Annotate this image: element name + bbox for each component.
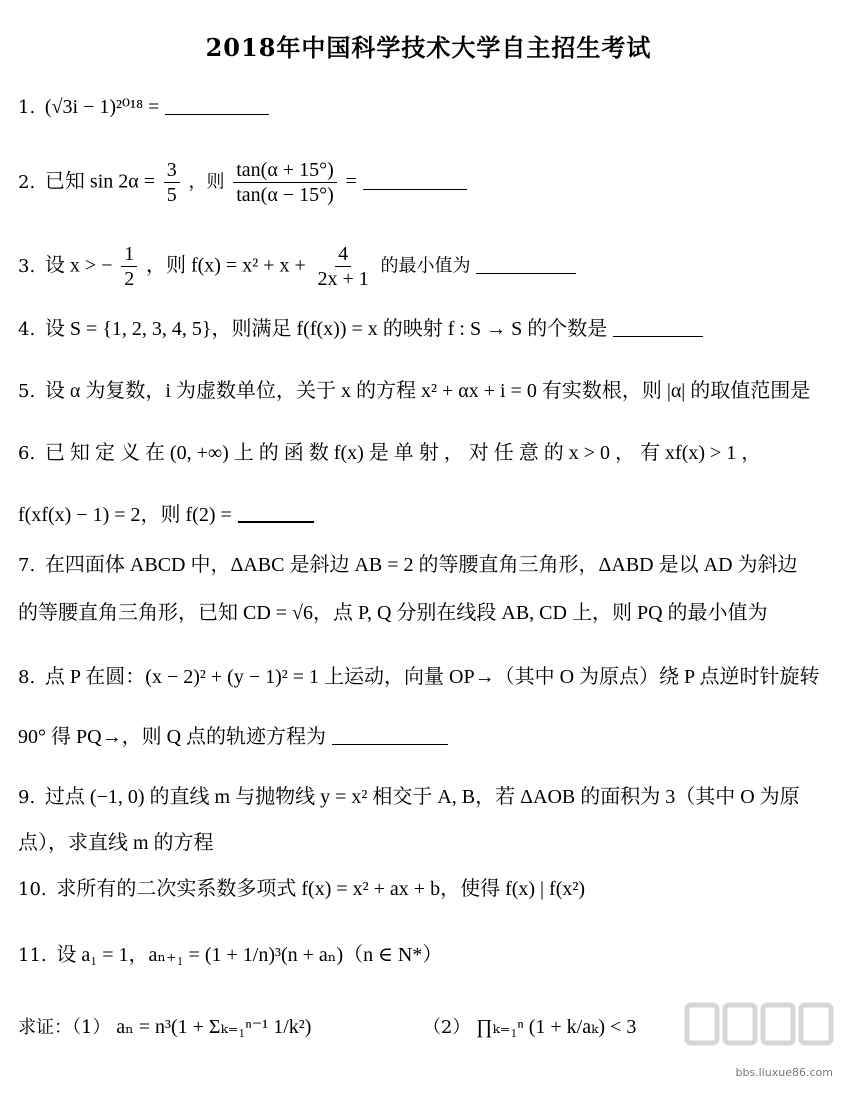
answer-blank[interactable] xyxy=(332,724,448,745)
proof-part-1: aₙ = n³(1 + Σₖ₌₁ⁿ⁻¹ 1/k²) xyxy=(116,1016,312,1038)
question-3: 3. 设 x > − $\frac{1}{2}$ ，则 f(x) = x² + x + $\frac{4}{2x + 1}$ 的最小值为 xyxy=(18,242,849,291)
question-7: 7. 在四面体 ABCD 中，ΔABC 是斜边 AB = 2 的等腰直角三角形，ΔABD 是以 AD 为斜边 xyxy=(18,554,798,576)
answer-blank[interactable] xyxy=(613,316,703,337)
fraction: $\frac{4}{2x + 1}$ xyxy=(317,243,369,290)
proof-part-2: ∏ₖ₌₁ⁿ (1 + k/aₖ) < 3 xyxy=(476,1016,637,1038)
question-8-line2: 90° 得 PQ→，则 Q 点的轨迹方程为 xyxy=(18,722,849,753)
answer-blank[interactable] xyxy=(238,501,314,523)
question-8: 8. 点 P 在圆：(x − 2)² + (y − 1)² = 1 上运动，向量 OP→（其中 O 为原点）绕 P 点逆时针旋转 xyxy=(18,666,820,688)
proof-parts: 求证：（1） aₙ = n³(1 + Σₖ₌₁ⁿ⁻¹ 1/k²) （2） ∏ₖ₌₁ⁿ (1 + k/aₖ) < 3 xyxy=(18,1016,637,1038)
watermark-logo-icon xyxy=(683,997,843,1057)
watermark-url: bbs.liuxue86.com xyxy=(735,1066,833,1079)
question-10: 10. 求所有的二次实系数多项式 f(x) = x² + ax + b，使得 f(x) | f(x²) xyxy=(18,878,586,900)
question-9: 9. 过点 (−1, 0) 的直线 m 与抛物线 y = x² 相交于 A, B，若 ΔAOB 的面积为 3（其中 O 为原 xyxy=(18,786,800,808)
fraction: $\frac{3}{5}$ xyxy=(164,158,180,207)
answer-blank[interactable] xyxy=(476,253,576,274)
question-1-text: (√3i − 1)²⁰¹⁸ = xyxy=(44,96,160,118)
question-7-line2: 的等腰直角三角形，已知 CD = √6，点 P, Q 分别在线段 AB, CD 上，则 PQ 的最小值为 xyxy=(18,602,768,624)
fraction: $\frac{\tan(\alpha + 15^\circ)}{\tan(\alpha - 15^\circ)}$ xyxy=(233,158,337,207)
question-9-line2: 点），求直线 m 的方程 xyxy=(18,832,214,854)
watermark-logo xyxy=(683,997,843,1067)
page-title: 2018年中国科学技术大学自主招生考试 xyxy=(205,33,652,62)
question-5: 5. 设 α 为复数，i 为虚数单位，关于 x 的方程 x² + αx + i = 0 有实数根，则 |α| 的取值范围是 xyxy=(18,380,811,402)
fraction: $\frac{1}{2}$ xyxy=(121,242,137,291)
question-11: 11. 设 a₁ = 1，aₙ₊₁ = (1 + 1/n)³(n + aₙ)（n ∈ N*） xyxy=(18,944,443,966)
question-1: 1. (√3i − 1)²⁰¹⁸ = xyxy=(18,92,849,123)
question-2: 2. 已知 sin 2α = $\frac{3}{5}$ ，则 $\frac{\tan(\alpha + 15^\circ)}{\tan(\alpha - 15^\circ)}$ = xyxy=(18,158,849,207)
question-4: 4. 设 S = {1, 2, 3, 4, 5}，则满足 f(f(x)) = x 的映射 f : S → S 的个数是 xyxy=(18,314,849,345)
answer-blank[interactable] xyxy=(363,169,467,190)
question-6-line2: f(xf(x) − 1) = 2，则 f(2) = xyxy=(18,500,849,531)
question-6: 6. 已 知 定 义 在 (0, +∞) 上 的 函 数 f(x) 是 单 射 ， 对 任 意 的 x > 0 ， 有 xf(x) > 1 ， xyxy=(18,442,762,464)
answer-blank[interactable] xyxy=(165,94,269,115)
